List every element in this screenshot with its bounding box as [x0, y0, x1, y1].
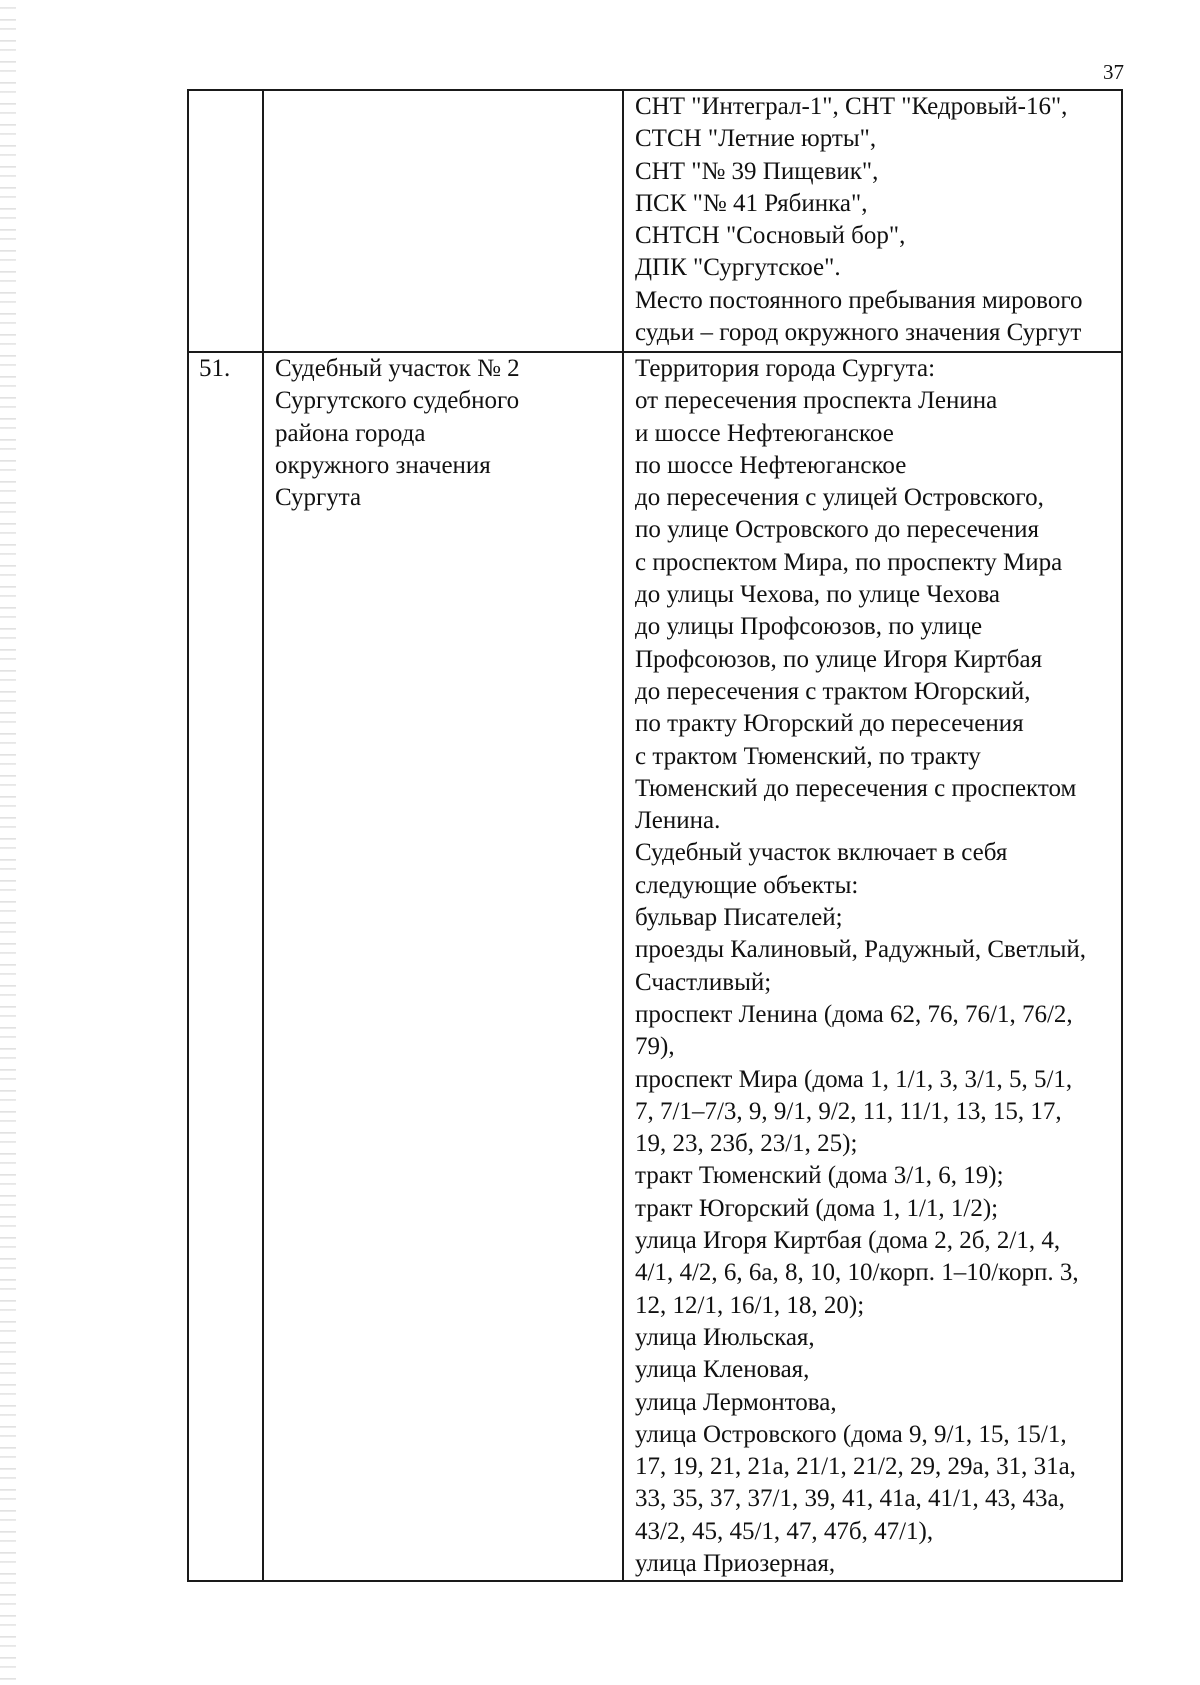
table-row — [188, 352, 1122, 1581]
territory-line: СНТ "Интеграл-1", СНТ "Кедровый-16", — [635, 93, 1068, 120]
territory-line: до пересечения с улицей Островского, — [635, 484, 1044, 512]
territory-line: от пересечения проспекта Ленина — [635, 387, 998, 415]
page-number: 37 — [1103, 60, 1124, 84]
territory-line: с трактом Тюменский, по тракту — [635, 742, 981, 770]
territory-line: до улицы Профсоюзов, по улице — [635, 613, 983, 641]
territory-line: 7, 7/1–7/3, 9, 9/1, 9/2, 11, 11/1, 13, 15, 17, — [635, 1097, 1062, 1125]
territory-line: 19, 23, 23б, 23/1, 25); — [635, 1130, 858, 1158]
table-row — [188, 90, 1122, 352]
territory-line: и шоссе Нефтеюганское — [635, 419, 894, 447]
territory-line: улица Игоря Киртбая (дома 2, 2б, 2/1, 4, — [635, 1227, 1061, 1255]
scan-edge-artifact — [0, 0, 16, 1685]
territory-line: улица Июльская, — [635, 1323, 815, 1351]
territory-line: бульвар Писателей; — [635, 904, 843, 932]
territory-line: улица Кленовая, — [635, 1356, 810, 1384]
territory-line: ДПК "Сургутское". — [635, 254, 841, 282]
district-name-line: района города — [275, 419, 426, 447]
territory-line: по шоссе Нефтеюганское — [635, 451, 907, 479]
territory-line: Ленина. — [635, 807, 721, 835]
territory-line: Судебный участок включает в себя — [635, 839, 1008, 867]
territory-line: СТСН "Летние юрты", — [635, 125, 877, 153]
territory-line: до улицы Чехова, по улице Чехова — [635, 581, 1001, 609]
district-name-cell — [263, 352, 623, 1581]
territory-line: тракт Югорский (дома 1, 1/1, 1/2); — [635, 1194, 999, 1222]
territory-line: улица Приозерная, — [635, 1549, 836, 1577]
territory-line: улица Островского (дома 9, 9/1, 15, 15/1, — [635, 1420, 1067, 1448]
territory-line: проезды Калиновый, Радужный, Светлый, — [635, 936, 1087, 964]
territory-line: тракт Тюменский (дома 3/1, 6, 19); — [635, 1162, 1004, 1190]
territory-line: проспект Ленина (дома 62, 76, 76/1, 76/2, — [635, 1000, 1073, 1028]
district-name-line: Сургута — [275, 484, 362, 512]
territory-line: 4/1, 4/2, 6, 6а, 8, 10, 10/корп. 1–10/корп. 3, — [635, 1259, 1079, 1287]
row-number-cell — [188, 90, 263, 352]
territory-line: СНТСН "Сосновый бор", — [635, 222, 906, 250]
row-number-cell: 51. — [188, 352, 263, 1581]
territory-cell — [623, 352, 1122, 1581]
district-name-line: Судебный участок № 2 — [275, 355, 520, 382]
territory-line: по улице Островского до пересечения — [635, 516, 1039, 544]
territory-line: до пересечения с трактом Югорский, — [635, 677, 1031, 705]
territory-line: 79), — [635, 1033, 675, 1061]
territory-line: СНТ "№ 39 Пищевик", — [635, 157, 879, 185]
territory-line: 17, 19, 21, 21а, 21/1, 21/2, 29, 29а, 31, 31а, — [635, 1453, 1076, 1481]
territory-line: 12, 12/1, 16/1, 18, 20); — [635, 1291, 865, 1319]
territory-line: 33, 35, 37, 37/1, 39, 41, 41а, 41/1, 43, 43а, — [635, 1485, 1065, 1513]
territory-line: с проспектом Мира, по проспекту Мира — [635, 548, 1063, 576]
territory-cell — [623, 90, 1122, 352]
territory-line: следующие объекты: — [635, 871, 859, 899]
territory-line: проспект Мира (дома 1, 1/1, 3, 3/1, 5, 5/1, — [635, 1065, 1073, 1093]
territory-line: Профсоюзов, по улице Игоря Киртбая — [635, 645, 1043, 673]
territory-line: ПСК "№ 41 Рябинка", — [635, 189, 868, 217]
district-name-cell — [263, 90, 623, 352]
district-name-line: Сургутского судебного — [275, 387, 520, 415]
district-table — [187, 89, 1123, 1582]
territory-line: Счастливый; — [635, 968, 772, 996]
territory-line: Тюменский до пересечения с проспектом — [635, 774, 1077, 802]
district-name-line: окружного значения — [275, 451, 491, 479]
territory-line: Место постоянного пребывания мирового — [635, 286, 1083, 314]
territory-line: Территория города Сургута: — [635, 355, 936, 382]
territory-line: улица Лермонтова, — [635, 1388, 837, 1416]
territory-line: 43/2, 45, 45/1, 47, 47б, 47/1), — [635, 1517, 934, 1545]
territory-line: судьи – город окружного значения Сургут — [635, 319, 1082, 347]
territory-line: по тракту Югорский до пересечения — [635, 710, 1024, 738]
